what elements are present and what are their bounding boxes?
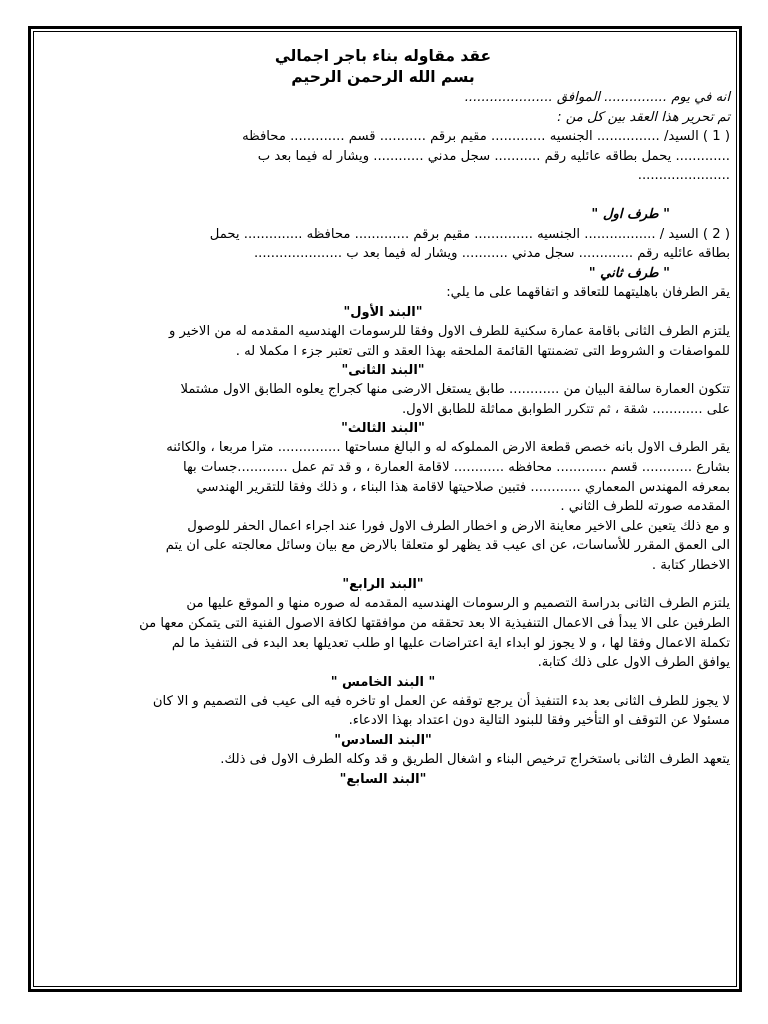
- clause-text-line: و مع ذلك يتعين على الاخير معاينة الارض و اخطار الطرف الاول فورا عند اجراء اعمال الحفر للوصول: [187, 518, 730, 534]
- clause-text-line: على ............ شقة ، ثم تتكرر الطوابق مماثلة للطابق الاول.: [401, 401, 730, 417]
- spacer: [36, 186, 730, 205]
- clause-heading: "البند الأول": [343, 304, 423, 320]
- clause-text-line: الطرفين على الا يبدأ فى الاعمال التنفيذية الا بعد تحققه من موافقتها لكافة الاصول الفنية التى يتمكن معها من: [139, 616, 730, 632]
- clause-heading: " البند الخامس ": [330, 674, 436, 690]
- clause-text-line: يتعهد الطرف الثانى باستخراج ترخيص البناء و اشغال الطريق و قد وكله الطرف الاول فى ذلك.: [220, 752, 730, 768]
- clause-text-line: تتكون العمارة سالفة البيان من ............ طابق يستغل الارضى منها كجراج يعلوه الطابق الاول مشتملا: [180, 382, 730, 398]
- party2-label: " طرف ثاني ": [588, 265, 670, 281]
- clause-text-line: للمواصفات و الشروط التى تضمنتها القائمة الملحقه بهذا العقد و التى تعتبر جزء ا مكملا له .: [235, 343, 730, 359]
- clause-heading: "البند الثالث": [341, 421, 425, 437]
- clause-text-line: يقر الطرف الاول بانه خصص قطعة الارض المملوكه له و البالغ مساحتها ............... مترا مربعا ، والكائنه: [166, 440, 730, 456]
- clause-heading: "البند السادس": [334, 733, 432, 749]
- party2-line2: بطاقه عائليه رقم ............. سجل مدني ........... ويشار له فيما بعد ب .....................: [253, 246, 730, 262]
- document-title: عقد مقاوله بناء باجر اجمالي: [274, 47, 492, 65]
- clause-text-line: يلتزم الطرف الثانى بدراسة التصميم و الرسومات الهندسيه المقدمه له صوره منها و الموقع عليها من: [186, 596, 730, 612]
- contract-document: [36, 46, 730, 789]
- clause-text-line: المقدمه صورته للطرف الثاني .: [560, 499, 730, 515]
- basmala: بسم الله الرحمن الرحيم: [291, 68, 475, 86]
- date-line: انه في يوم ............... الموافق .....................: [464, 90, 730, 105]
- intro-line: تم تحرير هذا العقد بين كل من :: [557, 109, 730, 125]
- clause-text-line: يوافق الطرف الاول على ذلك كتابة.: [537, 655, 730, 671]
- clause-heading: "البند الثانى": [341, 363, 425, 379]
- party2-line1: ( 2 ) السيد / ................. الجنسيه .............. مقيم برقم ............. محافظه .............. يحمل: [209, 226, 730, 242]
- clause-text-line: تكملة الاعمال وفقا لها ، و لا يجوز لو ابداء اية اعتراضات عليها او طلب تعديلها بعد البدء فى التنفيذ ما لم: [171, 635, 730, 651]
- clause-text-line: بشارع ............ قسم ............ محافظه ............ لاقامة العمارة ، و قد تم عمل ............جسات بها: [182, 459, 730, 475]
- clause-text-line: الاخطار كتابة .: [651, 557, 730, 573]
- party1-line1: ( 1 ) السيد/ ............... الجنسيه ............. مقيم برقم ........... قسم ............. محافظه: [242, 129, 730, 145]
- clause-text-line: لا يجوز للطرف الثانى بعد بدء التنفيذ أن يرجع توقفه عن العمل او تاخره فيه الى عيب فى التصميم و الا كان: [152, 693, 730, 709]
- party1-label: " طرف اول ": [591, 206, 670, 222]
- clause-heading: "البند السابع": [339, 771, 427, 787]
- clause-text-line: الى العمق المقرر للأساسات، عن اى عيب قد يظهر لو متعلقا بالارض مع بيان وسائل معالجته على ان يتم: [165, 538, 730, 554]
- agreement-line: يقر الطرفان باهليتهما للتعاقد و اتفاقهما على ما يلي:: [446, 285, 730, 301]
- clause-text-line: يلتزم الطرف الثانى باقامة عمارة سكنية للطرف الاول وفقا للرسومات الهندسيه المقدمه له من الاخير و: [168, 323, 730, 339]
- clauses-list: [36, 303, 730, 789]
- party1-line2: ............. يحمل بطاقه عائليه رقم ........... سجل مدني ............ ويشار له فيما بعد ب: [257, 148, 730, 164]
- clause-text-line: بمعرفه المهندس المعماري ............ فتبين صلاحيتها لاقامة هذا البناء ، و ذلك وفقا للتقرير الهندسي: [196, 479, 730, 495]
- clause-heading: "البند الرابع": [342, 577, 424, 593]
- party1-line3: ......................: [637, 168, 730, 184]
- clause-text-line: مسئولا عن التوقف او التأخير وفقا للبنود التالية دون اعتداد بهذا الادعاء.: [348, 713, 730, 729]
